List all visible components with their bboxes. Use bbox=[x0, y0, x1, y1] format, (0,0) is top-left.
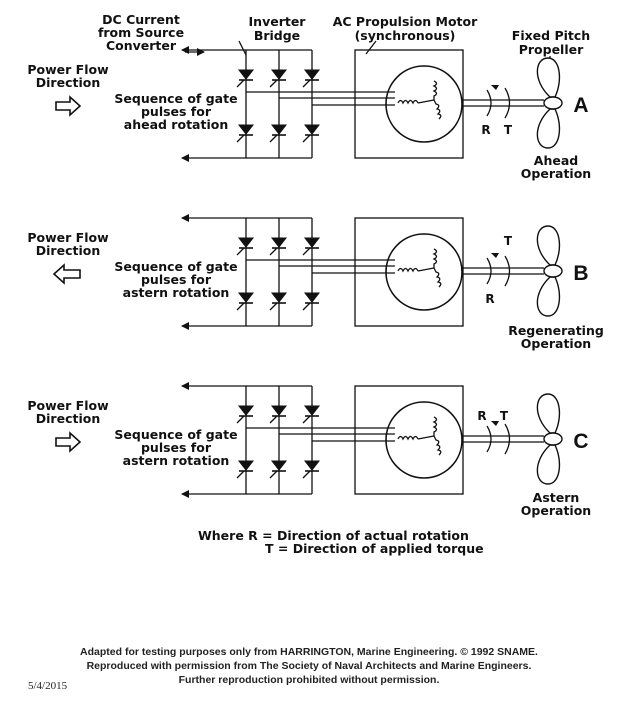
operation-label: Operation bbox=[520, 166, 592, 181]
stator-winding bbox=[398, 269, 418, 272]
thyristor-triangle bbox=[239, 125, 253, 134]
stator-winding bbox=[434, 100, 441, 119]
motor-stator bbox=[386, 234, 462, 310]
winding-junction bbox=[418, 100, 434, 103]
gate-sequence-label: astern rotation bbox=[122, 453, 230, 468]
legend bbox=[198, 528, 484, 556]
stator-winding bbox=[398, 101, 418, 104]
thyristor-gate bbox=[303, 248, 310, 255]
gate-sequence-label: pulses for bbox=[140, 104, 212, 119]
direction-mark: T bbox=[503, 234, 513, 248]
gate-sequence-label: astern rotation bbox=[122, 285, 230, 300]
panel-letter: B bbox=[573, 262, 589, 285]
power-flow-arrow bbox=[56, 433, 80, 451]
thyristor-gate bbox=[237, 135, 244, 142]
winding-junction bbox=[418, 436, 434, 439]
propeller-blade-lower bbox=[537, 109, 559, 148]
stator-winding bbox=[434, 417, 437, 436]
thyristor-triangle bbox=[239, 293, 253, 302]
svg-text:Inverter: Inverter bbox=[248, 14, 306, 29]
propeller-blade-upper bbox=[537, 226, 559, 265]
power-flow-label: Power Flow bbox=[27, 230, 109, 245]
thyristor-triangle bbox=[305, 70, 319, 79]
thyristor-triangle bbox=[305, 461, 319, 470]
operation-label: Ahead bbox=[533, 153, 579, 168]
gate-sequence-label: ahead rotation bbox=[123, 117, 229, 132]
thyristor-gate bbox=[303, 135, 310, 142]
propeller-blade-upper bbox=[537, 394, 559, 433]
thyristor-triangle bbox=[272, 125, 286, 134]
propeller-blade-lower bbox=[537, 277, 559, 316]
svg-text:from Source: from Source bbox=[97, 25, 185, 40]
torque-arrow bbox=[505, 256, 510, 286]
thyristor bbox=[270, 125, 286, 142]
operation-label: Regenerating bbox=[508, 323, 604, 338]
thyristor bbox=[303, 70, 319, 87]
thyristor-triangle bbox=[272, 461, 286, 470]
thyristor bbox=[270, 238, 286, 255]
power-flow-label: Direction bbox=[35, 411, 101, 426]
svg-text:AC Propulsion Motor: AC Propulsion Motor bbox=[332, 14, 478, 29]
motor-stator bbox=[386, 402, 462, 478]
direction-mark: R bbox=[477, 409, 487, 423]
thyristor-gate bbox=[237, 416, 244, 423]
svg-text:(synchronous): (synchronous) bbox=[354, 28, 456, 43]
footer-line-3: Further reproduction prohibited without permission. bbox=[178, 674, 440, 686]
thyristor bbox=[237, 70, 253, 87]
power-flow-arrow bbox=[54, 265, 80, 283]
svg-text:Converter: Converter bbox=[105, 38, 177, 53]
thyristor-gate bbox=[237, 303, 244, 310]
panel-b-regenerating bbox=[27, 218, 603, 351]
thyristor-gate bbox=[270, 80, 277, 87]
panel-letter: C bbox=[573, 430, 589, 453]
motor-frame bbox=[355, 218, 463, 326]
power-flow-label: Direction bbox=[35, 243, 101, 258]
thyristor-gate bbox=[270, 248, 277, 255]
thyristor-gate bbox=[237, 248, 244, 255]
thyristor-gate bbox=[303, 416, 310, 423]
motor-label bbox=[333, 14, 478, 43]
thyristor bbox=[237, 238, 253, 255]
direction-mark: R bbox=[485, 292, 495, 306]
thyristor bbox=[237, 125, 253, 142]
torque-arrow bbox=[505, 424, 510, 454]
direction-mark: T bbox=[503, 123, 513, 137]
svg-text:Bridge: Bridge bbox=[253, 28, 301, 43]
propeller-hub bbox=[544, 97, 562, 109]
thyristor bbox=[270, 293, 286, 310]
gate-sequence-label: Sequence of gate bbox=[114, 91, 238, 106]
rotation-arrow bbox=[487, 90, 491, 116]
rotation-arrowhead bbox=[491, 421, 499, 426]
stator-winding bbox=[434, 249, 437, 268]
stator-winding bbox=[434, 268, 441, 287]
thyristor-triangle bbox=[305, 125, 319, 134]
thyristor-triangle bbox=[305, 406, 319, 415]
thyristor-gate bbox=[270, 135, 277, 142]
gate-sequence-label: Sequence of gate bbox=[114, 427, 238, 442]
direction-mark: T bbox=[499, 409, 509, 423]
thyristor bbox=[237, 461, 253, 478]
footer-line-1: Adapted for testing purposes only from HARRINGTON, Marine Engineering. © 1992 SNAME. bbox=[80, 646, 538, 658]
winding-junction bbox=[418, 268, 434, 271]
power-flow-arrow bbox=[56, 97, 80, 115]
thyristor-gate bbox=[303, 80, 310, 87]
thyristor-triangle bbox=[239, 238, 253, 247]
power-flow-label: Power Flow bbox=[27, 62, 109, 77]
propeller-label bbox=[512, 28, 590, 57]
thyristor-gate bbox=[270, 471, 277, 478]
thyristor bbox=[303, 293, 319, 310]
stator-winding bbox=[434, 436, 441, 455]
thyristor-triangle bbox=[272, 70, 286, 79]
svg-text:DC Current: DC Current bbox=[102, 12, 180, 27]
power-flow-label: Direction bbox=[35, 75, 101, 90]
gate-sequence-label: pulses for bbox=[140, 440, 212, 455]
rotation-arrow bbox=[487, 258, 491, 284]
motor-stator bbox=[386, 66, 462, 142]
thyristor bbox=[303, 125, 319, 142]
thyristor-triangle bbox=[239, 461, 253, 470]
svg-text:Propeller: Propeller bbox=[518, 42, 584, 57]
propeller-blade-upper bbox=[537, 58, 559, 97]
thyristor bbox=[270, 461, 286, 478]
thyristor-gate bbox=[303, 471, 310, 478]
direction-mark: R bbox=[481, 123, 491, 137]
operation-label: Operation bbox=[520, 336, 592, 351]
inverter-bridge-label bbox=[249, 14, 307, 43]
thyristor bbox=[270, 406, 286, 423]
propeller-hub bbox=[544, 265, 562, 277]
thyristor bbox=[303, 406, 319, 423]
thyristor-gate bbox=[270, 303, 277, 310]
svg-text:Fixed Pitch: Fixed Pitch bbox=[511, 28, 591, 43]
inverter-pointer bbox=[239, 41, 246, 55]
stator-winding bbox=[398, 437, 418, 440]
operation-label: Operation bbox=[520, 503, 592, 518]
svg-text:T = Direction of applied torqu: T = Direction of applied torque bbox=[265, 541, 484, 556]
thyristor-gate bbox=[270, 416, 277, 423]
rotation-arrowhead bbox=[491, 253, 499, 258]
rotation-arrowhead bbox=[491, 85, 499, 90]
thyristor-triangle bbox=[239, 70, 253, 79]
panel-c-astern bbox=[27, 386, 591, 518]
thyristor bbox=[237, 293, 253, 310]
motor-frame bbox=[355, 50, 463, 158]
footer-line-2: Reproduced with permission from The Society of Naval Architects and Marine Engineers. bbox=[86, 660, 532, 672]
thyristor-triangle bbox=[305, 293, 319, 302]
propeller-blade-lower bbox=[537, 445, 559, 484]
rotation-arrow bbox=[487, 426, 491, 452]
thyristor-triangle bbox=[272, 238, 286, 247]
thyristor-triangle bbox=[239, 406, 253, 415]
panel-a-ahead bbox=[27, 50, 591, 181]
thyristor-triangle bbox=[272, 293, 286, 302]
gate-sequence-label: Sequence of gate bbox=[114, 259, 238, 274]
stator-winding bbox=[434, 81, 437, 100]
thyristor bbox=[237, 406, 253, 423]
power-flow-label: Power Flow bbox=[27, 398, 109, 413]
dc-current-label bbox=[98, 12, 184, 53]
thyristor bbox=[303, 461, 319, 478]
torque-arrow bbox=[505, 88, 510, 118]
propeller-hub bbox=[544, 433, 562, 445]
gate-sequence-label: pulses for bbox=[140, 272, 212, 287]
motor-frame bbox=[355, 386, 463, 494]
date-stamp: 5/4/2015 bbox=[28, 680, 68, 692]
thyristor bbox=[270, 70, 286, 87]
thyristor-triangle bbox=[272, 406, 286, 415]
thyristor-triangle bbox=[305, 238, 319, 247]
svg-text:Where R = Direction of actual: Where R = Direction of actual rotation bbox=[198, 528, 469, 543]
thyristor bbox=[303, 238, 319, 255]
thyristor-gate bbox=[303, 303, 310, 310]
panel-letter: A bbox=[573, 94, 589, 117]
thyristor-gate bbox=[237, 471, 244, 478]
operation-label: Astern bbox=[532, 490, 580, 505]
thyristor-gate bbox=[237, 80, 244, 87]
